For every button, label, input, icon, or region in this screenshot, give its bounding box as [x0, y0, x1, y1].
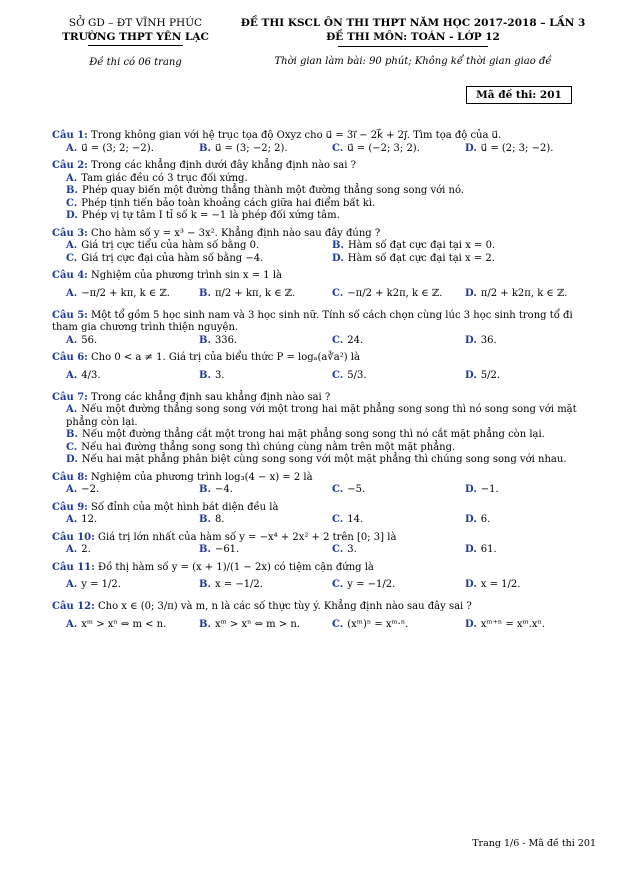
option-text: Giá trị cực tiểu của hàm số bằng 0. — [81, 240, 260, 251]
option-text: 5/3. — [347, 369, 367, 381]
option-letter: A. — [66, 334, 78, 346]
question-text: Cho hàm số y = x³ − 3x². Khẳng định nào sau đây đúng ? — [91, 227, 381, 239]
option-letter: B. — [199, 334, 211, 346]
option-letter: D. — [66, 210, 78, 221]
answer-option — [199, 484, 332, 497]
question-list — [52, 130, 598, 641]
option-text: Nếu một đường thẳng song song với một trong hai mặt phẳng song song thì nó song song với mặt phẳng còn lại. — [66, 404, 577, 428]
option-letter: A. — [66, 579, 78, 590]
option-text: Phép quay biến một đường thẳng thành một đường thẳng song song với nó. — [81, 185, 464, 196]
answer-option — [465, 614, 598, 636]
question-11 — [52, 562, 598, 597]
option-text: 2. — [81, 544, 91, 555]
answer-option — [66, 283, 199, 305]
answer-options — [52, 365, 598, 387]
question-label: Câu 5: — [52, 309, 88, 321]
option-letter: B. — [332, 240, 344, 251]
answer-option — [52, 404, 598, 429]
option-text: u⃗ = (−2; 3; 2). — [347, 142, 420, 154]
option-letter: D. — [66, 454, 78, 465]
option-letter: D. — [465, 514, 477, 525]
school-name: TRƯỜNG THPT YÊN LẠC — [62, 31, 209, 43]
answer-options — [52, 614, 598, 636]
question-text: Số đỉnh của một hình bát diện đều là — [91, 501, 279, 513]
option-text: 6. — [480, 514, 491, 525]
question-stem — [52, 160, 598, 173]
option-letter: B. — [199, 514, 211, 525]
option-text: x = −1/2. — [214, 579, 263, 590]
question-label: Câu 10: — [52, 531, 95, 543]
option-letter: A. — [66, 142, 78, 154]
question-6 — [52, 352, 598, 387]
answer-option — [332, 614, 465, 636]
option-text: Hàm số đạt cực đại tại x = 0. — [347, 240, 496, 251]
answer-option — [66, 240, 332, 253]
question-label: Câu 6: — [52, 352, 88, 363]
answer-option — [332, 514, 465, 527]
option-text: 12. — [81, 514, 98, 525]
answer-options — [52, 143, 598, 156]
question-text: Giá trị lớn nhất của hàm số y = −x⁴ + 2x² + 2 trên [0; 3] là — [98, 531, 397, 543]
question-text: Trong không gian với hệ trục tọa độ Oxyz cho u⃗ = 3i⃗ − 2k⃗ + 2j⃗. Tìm tọa độ của u⃗. — [91, 130, 502, 141]
option-letter: B. — [199, 142, 211, 154]
question-stem — [52, 228, 598, 241]
option-text: −1. — [480, 484, 499, 495]
question-10 — [52, 532, 598, 557]
option-text: x = 1/2. — [480, 579, 521, 590]
option-text: 3. — [347, 544, 357, 555]
option-text: −π/2 + k2π, k ∈ ℤ. — [347, 287, 443, 299]
option-letter: D. — [465, 484, 477, 495]
answer-option — [66, 484, 199, 497]
option-letter: C. — [332, 544, 344, 555]
option-text: −4. — [214, 484, 233, 495]
option-letter: C. — [332, 334, 344, 346]
option-letter: C. — [332, 287, 344, 299]
option-text: Giá trị cực đại của hàm số bằng −4. — [81, 252, 264, 264]
question-1 — [52, 130, 598, 155]
answer-option — [332, 253, 598, 266]
answer-option — [52, 185, 598, 198]
option-letter: C. — [332, 618, 344, 630]
question-9 — [52, 502, 598, 527]
question-2 — [52, 160, 598, 223]
option-letter: A. — [66, 404, 78, 415]
answer-option — [465, 365, 598, 387]
question-3 — [52, 228, 598, 266]
question-stem — [52, 562, 598, 575]
option-letter: A. — [66, 544, 78, 555]
answer-options — [52, 240, 598, 265]
subject-divider — [338, 46, 488, 47]
question-stem — [52, 502, 598, 515]
option-letter: D. — [465, 579, 477, 590]
option-letter: C. — [332, 142, 344, 154]
option-text: xᵐ > xⁿ ⇔ m < n. — [81, 618, 167, 630]
answer-options — [52, 484, 598, 497]
answer-option — [199, 283, 332, 305]
option-letter: D. — [465, 334, 477, 346]
question-text: Đồ thị hàm số y = (x + 1)/(1 − 2x) có tiệm cận đứng là — [98, 561, 374, 573]
option-text: 336. — [214, 334, 238, 346]
answer-option — [465, 143, 598, 156]
question-label: Câu 7: — [52, 391, 88, 403]
option-text: −61. — [214, 544, 240, 555]
answer-options — [52, 283, 598, 305]
answer-option — [332, 365, 465, 387]
page-count-note: Đề thi có 06 trang — [89, 57, 182, 68]
answer-option — [66, 365, 199, 387]
option-letter: D. — [465, 142, 477, 154]
answer-option — [465, 484, 598, 497]
option-text: −2. — [81, 484, 100, 495]
answer-option — [199, 514, 332, 527]
option-letter: A. — [66, 514, 78, 525]
question-text: Một tổ gồm 5 học sinh nam và 3 học sinh nữ. Tính số cách chọn cùng lúc 3 học sinh trong tổ đi tham gia chương trình thiện nguyện. — [52, 309, 573, 333]
option-text: 56. — [81, 334, 98, 346]
question-text: Cho 0 < a ≠ 1. Giá trị của biểu thức P = logₐ(a∛a²) là — [91, 352, 360, 363]
answer-option — [199, 335, 332, 348]
option-letter: B. — [199, 544, 211, 555]
answer-option — [52, 429, 598, 442]
answer-option — [465, 544, 598, 557]
question-stem — [52, 270, 598, 283]
answer-options — [52, 173, 598, 223]
option-letter: D. — [465, 544, 477, 555]
exam-title: ĐỀ THI KSCL ÔN THI THPT NĂM HỌC 2017-2018 – LẦN 3 — [240, 17, 586, 29]
answer-option — [66, 514, 199, 527]
answer-options — [52, 404, 598, 467]
question-8 — [52, 472, 598, 497]
answer-option — [66, 574, 199, 596]
option-text: Hàm số đạt cực đại tại x = 2. — [347, 252, 495, 264]
option-text: xᵐ > xⁿ ⇔ m > n. — [214, 618, 300, 630]
option-text: Phép vị tự tâm I tỉ số k = −1 là phép đối xứng tâm. — [81, 210, 340, 221]
option-text: Nếu một đường thẳng cắt một trong hai mặt phẳng song song thì nó cắt mặt phẳng còn lại. — [81, 429, 545, 440]
answer-option — [66, 335, 199, 348]
option-letter: C. — [66, 197, 78, 209]
option-text: 36. — [480, 334, 497, 346]
option-letter: C. — [66, 441, 78, 453]
question-5 — [52, 310, 598, 348]
option-letter: C. — [332, 484, 344, 495]
option-letter: A. — [66, 618, 78, 630]
answer-option — [199, 574, 332, 596]
option-letter: A. — [66, 484, 78, 495]
question-label: Câu 2: — [52, 160, 88, 171]
answer-options — [52, 544, 598, 557]
option-letter: C. — [332, 369, 344, 381]
answer-option — [199, 544, 332, 557]
question-label: Câu 9: — [52, 501, 88, 513]
option-letter: B. — [66, 185, 78, 196]
option-letter: B. — [199, 484, 211, 495]
question-stem — [52, 532, 598, 545]
option-text: y = −1/2. — [347, 579, 396, 590]
answer-option — [332, 544, 465, 557]
option-letter: B. — [66, 429, 78, 440]
header-right — [232, 16, 594, 69]
answer-option — [52, 173, 598, 186]
option-text: 14. — [347, 514, 364, 525]
answer-option — [52, 198, 598, 211]
question-12 — [52, 601, 598, 636]
option-text: 5/2. — [480, 369, 501, 381]
question-text: Trong các khẳng định sau khẳng định nào sai ? — [91, 391, 331, 403]
answer-option — [332, 283, 465, 305]
answer-option — [465, 514, 598, 527]
option-letter: D. — [465, 287, 477, 299]
answer-option — [465, 283, 598, 305]
option-letter: D. — [465, 369, 477, 381]
option-text: 24. — [347, 334, 364, 346]
exam-time: Thời gian làm bài: 90 phút; Không kể thời gian giao đề — [274, 56, 552, 67]
question-text: Cho x ∈ (0; 3/π) và m, n là các số thực tùy ý. Khẳng định nào sau đây sai ? — [98, 601, 472, 612]
answer-option — [52, 454, 598, 467]
department-name: SỞ GD – ĐT VĨNH PHÚC — [68, 17, 203, 29]
option-letter: A. — [66, 172, 78, 184]
option-text: xᵐ⁺ⁿ = xᵐ.xⁿ. — [480, 618, 546, 630]
header-left — [48, 16, 223, 70]
answer-option — [332, 484, 465, 497]
exam-subject: ĐỀ THI MÔN: TOÁN - LỚP 12 — [326, 31, 500, 43]
question-stem — [52, 310, 598, 335]
option-text: π/2 + kπ, k ∈ ℤ. — [214, 287, 296, 299]
answer-option — [332, 143, 465, 156]
option-letter: B. — [199, 579, 211, 590]
answer-option — [199, 365, 332, 387]
question-stem — [52, 130, 598, 143]
question-4 — [52, 270, 598, 305]
option-text: Nếu hai đường thẳng song song thì chúng cùng nằm trên một mặt phẳng. — [81, 441, 456, 453]
school-divider — [88, 45, 183, 46]
option-letter: B. — [199, 618, 211, 630]
answer-options — [52, 335, 598, 348]
option-text: u⃗ = (3; 2; −2). — [81, 142, 154, 154]
question-text: Trong các khẳng định dưới đây khẳng định nào sai ? — [91, 160, 357, 171]
option-letter: A. — [66, 287, 78, 299]
question-label: Câu 12: — [52, 601, 95, 612]
answer-option — [52, 210, 598, 223]
question-label: Câu 3: — [52, 227, 88, 239]
question-label: Câu 1: — [52, 130, 88, 141]
option-text: π/2 + k2π, k ∈ ℤ. — [480, 287, 568, 299]
question-label: Câu 8: — [52, 471, 88, 483]
option-letter: B. — [199, 287, 211, 299]
question-stem — [52, 352, 598, 365]
question-label: Câu 4: — [52, 270, 88, 281]
answer-option — [66, 614, 199, 636]
option-text: u⃗ = (2; 3; −2). — [480, 142, 554, 154]
answer-option — [66, 143, 199, 156]
answer-option — [199, 143, 332, 156]
exam-code-box: Mã đề thi: 201 — [466, 86, 572, 104]
answer-option — [465, 574, 598, 596]
option-text: Phép tịnh tiến bảo toàn khoảng cách giữa hai điểm bất kì. — [81, 197, 376, 209]
question-stem — [52, 392, 598, 405]
option-letter: A. — [66, 369, 78, 381]
answer-option — [332, 574, 465, 596]
question-stem — [52, 601, 598, 614]
answer-options — [52, 574, 598, 596]
answer-option — [332, 335, 465, 348]
option-letter: D. — [465, 618, 477, 630]
question-label: Câu 11: — [52, 561, 95, 573]
option-letter: C. — [332, 514, 344, 525]
option-text: 4/3. — [81, 369, 101, 381]
option-text: −5. — [347, 484, 366, 495]
option-text: Nếu hai mặt phẳng phân biệt cùng song song với một mặt phẳng thì chúng song song với nhau. — [81, 454, 567, 465]
question-text: Nghiệm của phương trình log₃(4 − x) = 2 là — [91, 471, 313, 483]
option-letter: C. — [332, 579, 344, 590]
option-letter: D. — [332, 252, 344, 264]
option-letter: A. — [66, 240, 78, 251]
answer-option — [199, 614, 332, 636]
question-stem — [52, 472, 598, 485]
option-text: Tam giác đều có 3 trục đối xứng. — [81, 172, 248, 184]
option-text: y = 1/2. — [81, 579, 121, 590]
option-text: 61. — [480, 544, 497, 555]
answer-option — [66, 544, 199, 557]
question-7 — [52, 392, 598, 467]
answer-option — [52, 442, 598, 455]
answer-option — [66, 253, 332, 266]
page-footer: Trang 1/6 - Mã đề thi 201 — [472, 838, 596, 849]
option-text: u⃗ = (3; −2; 2). — [214, 142, 288, 154]
option-text: −π/2 + kπ, k ∈ ℤ. — [81, 287, 170, 299]
question-text: Nghiệm của phương trình sin x = 1 là — [91, 270, 282, 281]
answer-option — [332, 240, 598, 253]
option-letter: C. — [66, 252, 78, 264]
answer-option — [465, 335, 598, 348]
option-letter: B. — [199, 369, 211, 381]
option-text: 8. — [214, 514, 225, 525]
answer-options — [52, 514, 598, 527]
option-text: 3. — [214, 369, 225, 381]
option-text: (xᵐ)ⁿ = xᵐ·ⁿ. — [347, 618, 409, 630]
